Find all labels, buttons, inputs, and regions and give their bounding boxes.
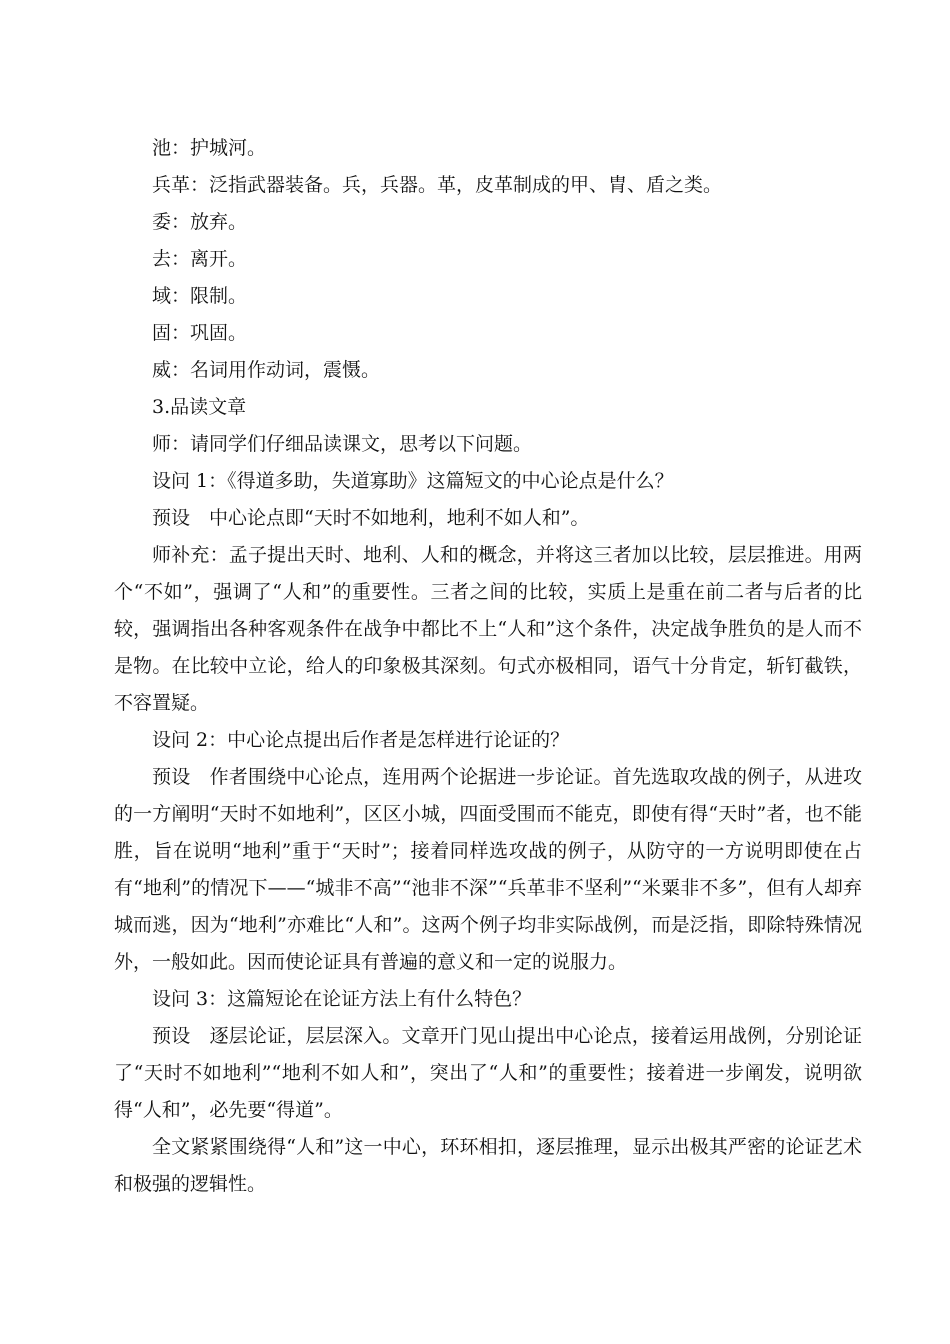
answer-1: 预设 中心论点即“天时不如地利，地利不如人和”。 [152, 507, 590, 529]
summary-paragraph: 全文紧紧围绕得“人和”这一中心，环环相扣，逐层推理，显示出极其严密的论证艺术和极强的逻辑性。 [114, 1136, 862, 1195]
annotation-bingge: 兵革：泛指武器装备。兵，兵器。革，皮革制成的甲、胄、盾之类。 [152, 174, 723, 196]
question-2: 设问 2：中心论点提出后作者是怎样进行论证的？ [152, 729, 570, 751]
annotation-yu: 域：限制。 [152, 285, 248, 307]
annotation-chi: 池：护城河。 [152, 137, 267, 159]
annotation-wei-abandon: 委：放弃。 [152, 211, 248, 233]
answer-2: 预设 作者围绕中心论点，连用两个论据进一步论证。首先选取攻战的例子，从进攻的一方阐明“天时不如地利”，区区小城，四面受围而不能克，即使有得“天时”者，也不能胜，旨在说明“地利”重于“天时”；接着同样选攻战的例子，从防守的一方说明即使在占有“地利”的情况下——“城非不高”“池非不深”“兵革非不坚利”“米粟非不多”，但有人却弃城而逃，因为“地利”亦难比“人和”。这两个例子均非实际战例，而是泛指，即除特殊情况外，一般如此。因而使论证具有普遍的意义和一定的说服力。 [114, 766, 862, 973]
annotation-wei-deter: 威：名词用作动词，震慑。 [152, 359, 381, 381]
teacher-supplement: 师补充：孟子提出天时、地利、人和的概念，并将这三者加以比较，层层推进。用两个“不如”，强调了“人和”的重要性。三者之间的比较，实质上是重在前二者与后者的比较，强调指出各种客观条件在战争中都比不上“人和”这个条件，决定战争胜负的是人而不是物。在比较中立论，给人的印象极其深刻。句式亦极相同，语气十分肯定，斩钉截铁，不容置疑。 [114, 544, 862, 714]
question-3: 设问 3：这篇短论在论证方法上有什么特色？ [152, 988, 532, 1010]
annotation-qu: 去：离开。 [152, 248, 248, 270]
answer-3: 预设 逐层论证，层层深入。文章开门见山提出中心论点，接着运用战例，分别论证了“天时不如地利”“地利不如人和”，突出了“人和”的重要性；接着进一步阐发，说明欲得“人和”，必先要“得道”。 [114, 1025, 862, 1121]
section-heading: 3.品读文章 [152, 396, 247, 418]
document-body [114, 130, 862, 1203]
annotation-gu: 固：巩固。 [152, 322, 248, 344]
teacher-instruction: 师：请同学们仔细品读课文，思考以下问题。 [152, 433, 533, 455]
question-1: 设问 1：《得道多助，失道寡助》这篇短文的中心论点是什么？ [152, 470, 674, 492]
